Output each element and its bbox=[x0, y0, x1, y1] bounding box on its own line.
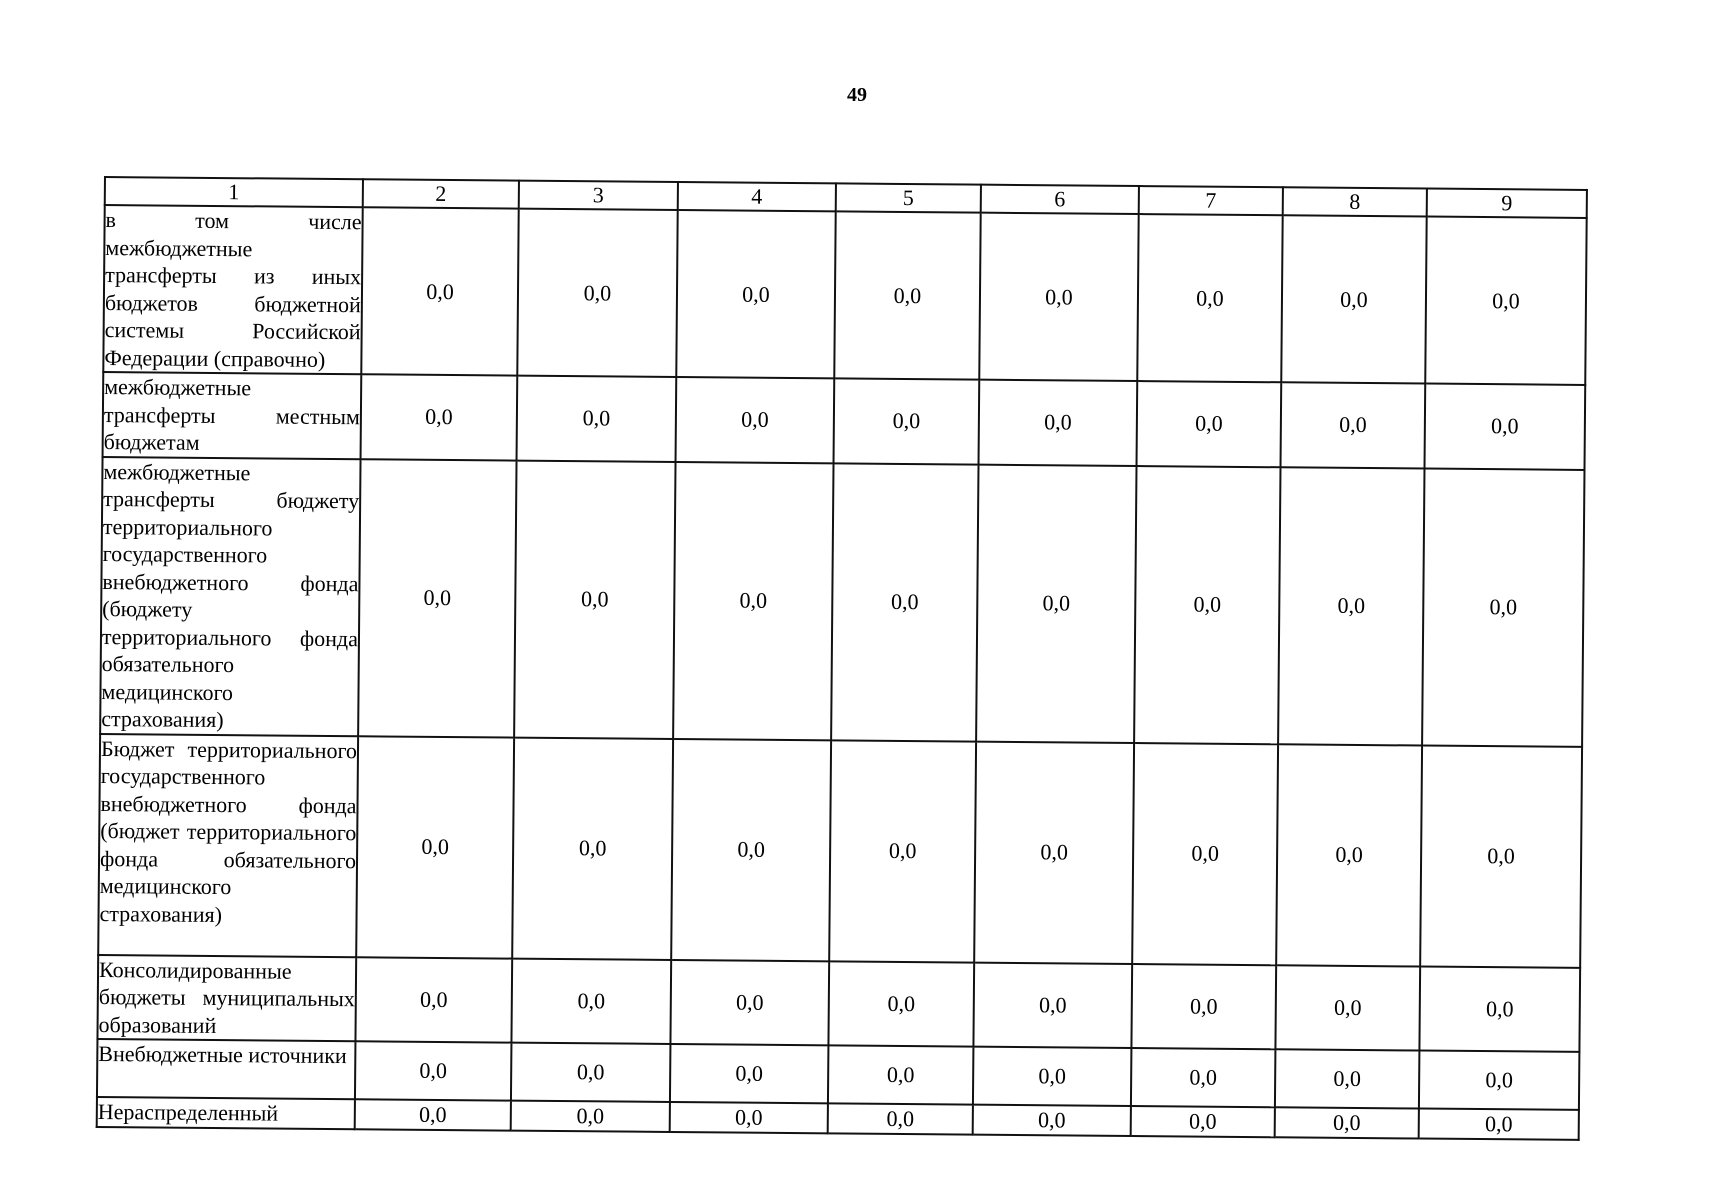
row-label: Консолидированные бюджеты муниципальных образований bbox=[97, 954, 356, 1041]
table-cell: 0,0 bbox=[974, 741, 1134, 963]
table-cell: 0,0 bbox=[1419, 1051, 1580, 1110]
table-cell: 0,0 bbox=[1419, 1109, 1579, 1140]
column-header: 1 bbox=[105, 177, 363, 207]
table-cell: 0,0 bbox=[1131, 1048, 1276, 1107]
column-header: 9 bbox=[1427, 189, 1587, 218]
table-cell: 0,0 bbox=[1281, 382, 1426, 468]
table-cell: 0,0 bbox=[1131, 1106, 1275, 1137]
table-cell: 0,0 bbox=[511, 1101, 670, 1132]
page-number: 49 bbox=[847, 84, 867, 106]
table-row bbox=[103, 205, 1586, 385]
table-cell: 0,0 bbox=[1134, 466, 1280, 744]
column-header: 6 bbox=[981, 185, 1139, 214]
table-cell: 0,0 bbox=[355, 1099, 511, 1130]
table-cell: 0,0 bbox=[514, 460, 675, 738]
table-cell: 0,0 bbox=[512, 737, 673, 959]
column-header: 3 bbox=[519, 181, 678, 210]
table-cell: 0,0 bbox=[828, 1103, 973, 1134]
table-cell: 0,0 bbox=[1281, 215, 1426, 383]
table-row bbox=[97, 954, 1580, 1051]
table-cell: 0,0 bbox=[670, 959, 829, 1045]
table-cell: 0,0 bbox=[1131, 964, 1276, 1050]
table-cell: 0,0 bbox=[828, 1045, 974, 1104]
table-cell: 0,0 bbox=[1137, 214, 1282, 382]
table-cell: 0,0 bbox=[828, 961, 974, 1047]
table-cell: 0,0 bbox=[361, 374, 518, 460]
table-cell: 0,0 bbox=[1425, 384, 1586, 470]
row-label: межбюджетные трансферты бюджету территориального государственного внебюджетного фонда (бюджету территориального фонда обязательного медицинского страхования) bbox=[100, 456, 360, 735]
row-label: Внебюджетные источники bbox=[97, 1039, 355, 1099]
column-header: 2 bbox=[363, 179, 519, 208]
row-label: межбюджетные трансферты местным бюджетам bbox=[103, 372, 362, 459]
table-cell: 0,0 bbox=[1276, 744, 1422, 966]
table-cell: 0,0 bbox=[670, 1044, 829, 1103]
table-cell: 0,0 bbox=[356, 736, 514, 958]
table-cell: 0,0 bbox=[511, 958, 671, 1044]
table-cell: 0,0 bbox=[973, 962, 1132, 1048]
budget-table bbox=[96, 176, 1588, 1140]
table-cell: 0,0 bbox=[676, 377, 835, 463]
table-cell: 0,0 bbox=[1137, 381, 1282, 467]
table-cell: 0,0 bbox=[1419, 966, 1580, 1052]
table-cell: 0,0 bbox=[1275, 1049, 1420, 1108]
table-cell: 0,0 bbox=[1275, 1107, 1419, 1138]
table-cell: 0,0 bbox=[361, 207, 518, 375]
table-cell: 0,0 bbox=[976, 464, 1136, 742]
table-cell: 0,0 bbox=[1420, 745, 1582, 967]
table-cell: 0,0 bbox=[1278, 467, 1424, 745]
column-header: 7 bbox=[1139, 186, 1283, 215]
table-cell: 0,0 bbox=[673, 461, 833, 739]
row-label: в том числе межбюджетные трансферты из иных бюджетов бюджетной системы Российской Федерации (справочно) bbox=[103, 205, 362, 374]
table-cell: 0,0 bbox=[834, 211, 980, 379]
table-cell: 0,0 bbox=[1422, 468, 1584, 746]
table-cell: 0,0 bbox=[979, 213, 1138, 381]
column-header: 4 bbox=[678, 182, 836, 211]
table-cell: 0,0 bbox=[831, 463, 978, 741]
table-cell: 0,0 bbox=[517, 376, 677, 462]
table-cell: 0,0 bbox=[676, 210, 835, 378]
table-row bbox=[98, 733, 1582, 967]
column-header: 8 bbox=[1283, 187, 1427, 216]
table-cell: 0,0 bbox=[979, 380, 1138, 466]
table-row bbox=[100, 456, 1584, 746]
table-cell: 0,0 bbox=[1132, 743, 1278, 965]
table-cell: 0,0 bbox=[355, 957, 512, 1043]
table-cell: 0,0 bbox=[671, 738, 831, 960]
table-cell: 0,0 bbox=[517, 209, 677, 377]
table-cell: 0,0 bbox=[511, 1043, 671, 1102]
table-cell: 0,0 bbox=[1275, 965, 1420, 1051]
table-cell: 0,0 bbox=[829, 740, 976, 962]
table-cell: 0,0 bbox=[834, 378, 980, 464]
table-cell: 0,0 bbox=[358, 459, 516, 737]
table-cell: 0,0 bbox=[670, 1102, 828, 1133]
row-label: Бюджет территориального государственного внебюджетного фонда (бюджет территориального фонда обязательного медицинского страхования) bbox=[98, 733, 358, 956]
row-label: Нераспределенный bbox=[97, 1097, 355, 1129]
table-row bbox=[103, 372, 1586, 469]
table-cell: 0,0 bbox=[973, 1105, 1131, 1136]
column-header: 5 bbox=[836, 183, 981, 212]
table-cell: 0,0 bbox=[1425, 217, 1586, 385]
table-cell: 0,0 bbox=[973, 1047, 1132, 1106]
table-cell: 0,0 bbox=[355, 1041, 512, 1100]
